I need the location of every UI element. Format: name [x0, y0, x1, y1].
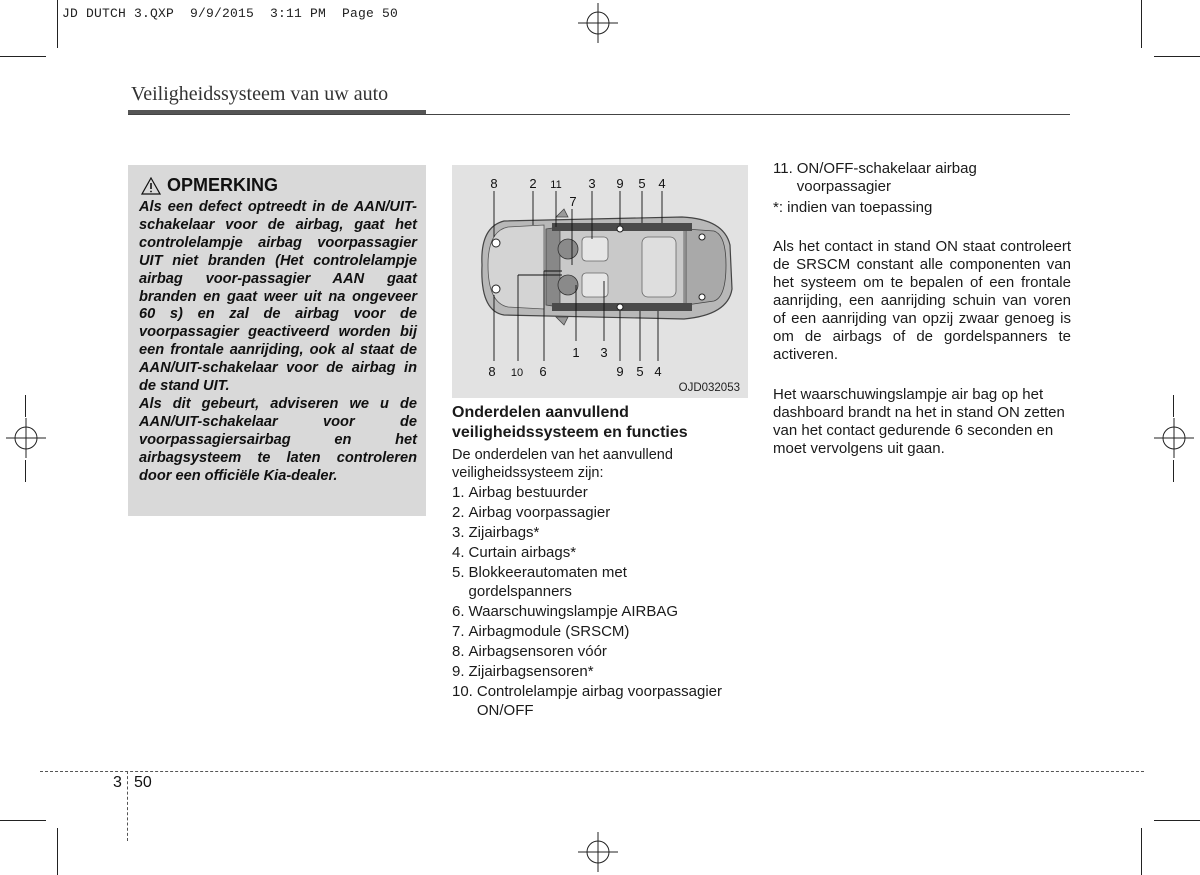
callout-label: 5 — [636, 364, 644, 379]
list-text: Curtain airbags* — [468, 544, 577, 562]
list-item — [452, 504, 752, 523]
body-paragraph: Als het contact in stand ON staat controleert de SRSCM constant alle componenten van het systeem om te bepalen of een frontale aanrijding, een aanrijding schuin van voren of een aanrijding van opzij zwaar genoeg is om de airbags of de gordelspanners te activeren. — [773, 238, 1071, 363]
body-paragraph: Het waarschuwingslampje air bag op het dashboard brandt na het in stand ON zetten van het contact gedurende 6 seconden en moet vervolgens uit gaan. — [773, 386, 1065, 457]
reg-tick — [1173, 395, 1174, 417]
note-body — [139, 199, 417, 486]
list-text: Airbag bestuurder — [468, 484, 588, 501]
registration-mark-top — [578, 3, 618, 43]
header-rule — [128, 114, 1070, 115]
list-number: 5. — [452, 564, 465, 582]
note-heading — [141, 175, 278, 196]
list-number: 8. — [452, 643, 465, 661]
list-item — [452, 524, 752, 543]
list-number: 2. — [452, 504, 465, 522]
list-item — [452, 564, 752, 601]
callout-label: 10 — [510, 367, 524, 379]
print-slug: JD DUTCH 3.QXP 9/9/2015 3:11 PM Page 50 — [62, 6, 399, 21]
callout-label: 4 — [654, 364, 662, 379]
airbag-diagram — [452, 165, 748, 398]
components-section — [452, 403, 752, 722]
callout-label: 3 — [588, 176, 596, 191]
list-number: 7. — [452, 623, 465, 641]
list-text: Zijairbags* — [468, 524, 540, 542]
list-text: Controlelampje airbag voorpassagier ON/OFF — [476, 683, 722, 719]
list-item — [773, 160, 1071, 196]
list-item — [452, 603, 752, 622]
list-number: 1. — [452, 484, 465, 501]
warning-triangle-icon — [141, 177, 161, 195]
registration-mark-left — [6, 418, 46, 458]
note-paragraph: Als een defect optreedt in de AAN/UIT-schakelaar voor de airbag, gaat het controlelampje airbag voorpassagier UIT niet branden (Het controlelampje airbag voor-passagier AAN gaat branden en gaat weer uit na ongeveer 60 s) en zal de airbag voor de voorpassagier geactiveerd worden bij een frontale aanrijding, ook al staat de AAN/UIT-schakelaar voor de airbag in de stand UIT. — [139, 199, 417, 395]
note-paragraph: Als dit gebeurt, adviseren we u de AAN/UIT-schakelaar voor de voorpassagiersairbag en het airbagsysteem te laten controleren door een officiële Kia-dealer. — [139, 395, 417, 484]
list-text: ON/OFF-schakelaar airbag voorpassagier — [796, 160, 977, 195]
callout-label: 3 — [600, 345, 608, 360]
footnote: *: indien van toepassing — [773, 199, 933, 216]
list-text: Zijairbagsensoren* — [468, 663, 594, 681]
list-text: Airbagmodule (SRSCM) — [468, 623, 630, 641]
list-number: 6. — [452, 602, 465, 620]
list-item — [452, 484, 752, 503]
reg-tick — [25, 460, 26, 482]
list-item — [452, 623, 752, 642]
callout-label: 9 — [616, 176, 624, 191]
components-intro: De onderdelen van het aanvullend veiligheidssysteem zijn: — [452, 447, 673, 481]
list-item — [452, 544, 752, 563]
section-number: 3 — [113, 774, 122, 791]
footer-rule — [40, 771, 1144, 772]
page-number: 50 — [134, 774, 152, 791]
figure-code: OJD032053 — [678, 382, 740, 394]
callout-label: 5 — [638, 176, 646, 191]
list-text: Waarschuwingslampje AIRBAG — [468, 602, 679, 620]
callout-label: 6 — [539, 364, 547, 379]
reg-tick — [1173, 460, 1174, 482]
list-number: 9. — [452, 663, 465, 681]
list-text: Airbag voorpassagier — [468, 504, 611, 522]
list-number: 3. — [452, 524, 465, 542]
callout-label: 8 — [490, 176, 498, 191]
list-item — [452, 643, 752, 662]
callout-label: 2 — [529, 176, 537, 191]
car-top-view-illustration — [452, 165, 748, 398]
list-number: 11. — [773, 160, 793, 177]
callout-label: 7 — [569, 194, 577, 209]
reg-tick — [25, 395, 26, 417]
callout-label: 4 — [658, 176, 666, 191]
callout-label: 11 — [550, 179, 562, 191]
list-number: 4. — [452, 544, 465, 562]
registration-mark-bottom — [578, 832, 618, 872]
list-item — [452, 663, 752, 682]
list-text: Airbagsensoren vóór — [468, 643, 607, 661]
components-heading: Onderdelen aanvullend veiligheidssysteem en functies — [452, 404, 688, 441]
right-column — [773, 160, 1071, 458]
registration-mark-right — [1154, 418, 1194, 458]
callout-label: 9 — [616, 364, 624, 379]
note-heading-label: OPMERKING — [167, 175, 279, 195]
list-number: 10. — [452, 683, 473, 701]
callout-label: 1 — [572, 345, 580, 360]
list-item — [452, 683, 752, 720]
list-text: Blokkeerautomaten met gordelspanners — [468, 564, 627, 600]
callout-label: 8 — [488, 364, 496, 379]
footer-divider — [127, 771, 128, 841]
section-title: Veiligheidssysteem van uw auto — [131, 83, 389, 105]
